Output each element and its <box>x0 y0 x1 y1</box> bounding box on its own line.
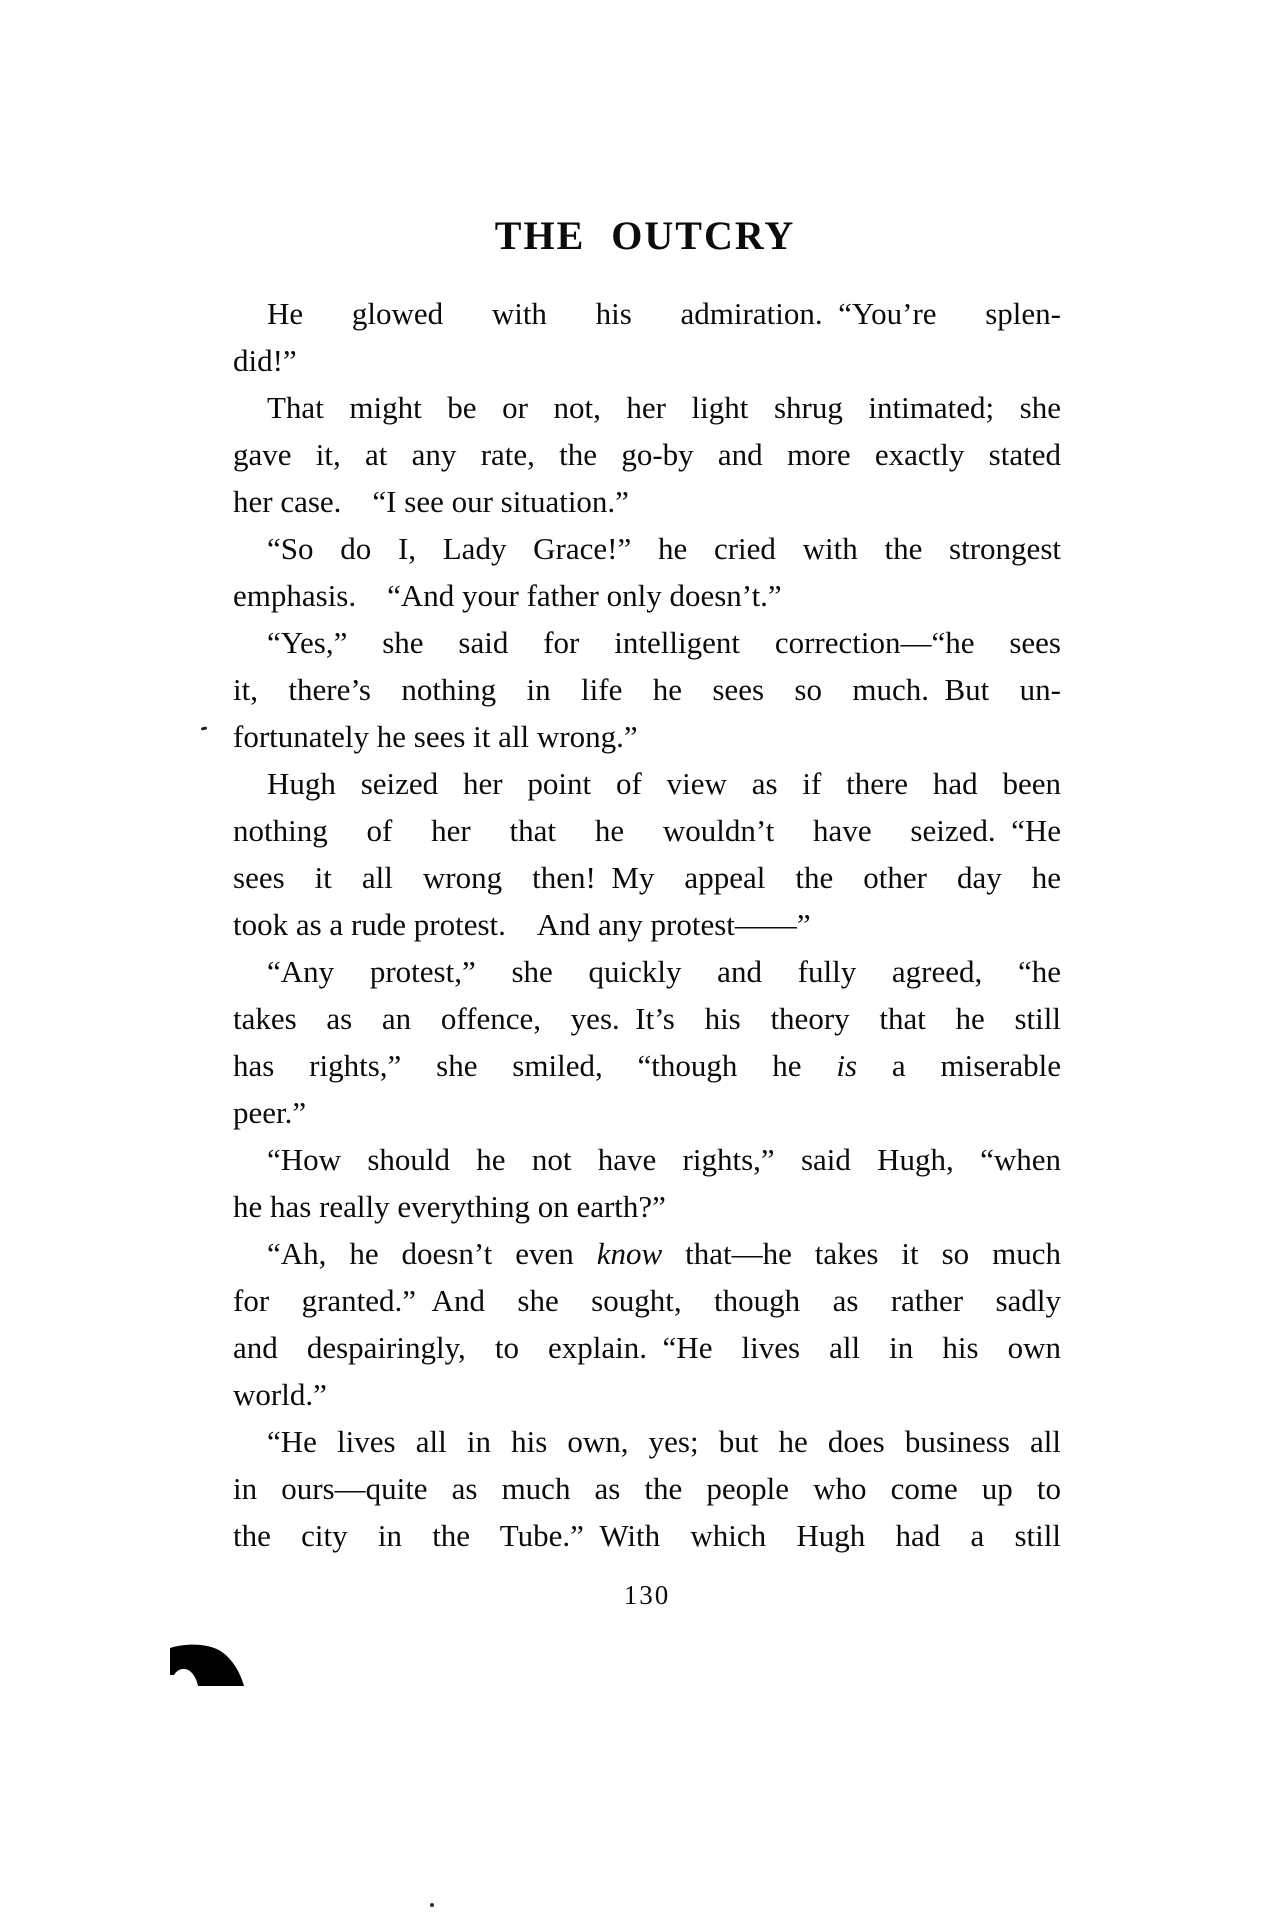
text-line: and despairingly, to explain. “He lives all in his own <box>233 1330 1061 1365</box>
text-line: “How should he not have rights,” said Hugh, “when <box>267 1142 1061 1177</box>
text-line: the city in the Tube.” With which Hugh had a still <box>233 1518 1061 1553</box>
text-line: her case. “I see our situation.” <box>233 484 629 519</box>
text-line: “Ah, he doesn’t even know that—he takes it so much <box>267 1236 1061 1271</box>
text-line: fortunately he sees it all wrong.” <box>233 719 638 754</box>
speck <box>201 726 207 730</box>
text-line: “He lives all in his own, yes; but he does business all <box>267 1424 1061 1459</box>
text-line: world.” <box>233 1377 327 1412</box>
text-line: “Any protest,” she quickly and fully agreed, “he <box>267 954 1061 989</box>
text-line: he has really everything on earth?” <box>233 1189 666 1224</box>
text-line: “So do I, Lady Grace!” he cried with the strongest <box>267 531 1061 566</box>
body-text <box>233 290 1061 1559</box>
text-line: for granted.” And she sought, though as rather sadly <box>233 1283 1061 1318</box>
ink-smudge <box>166 1643 252 1691</box>
page-title: THE OUTCRY <box>494 213 796 258</box>
text-line: Hugh seized her point of view as if there had been <box>267 766 1061 801</box>
text-line: did!” <box>233 343 297 378</box>
text-line: That might be or not, her light shrug intimated; she <box>267 390 1061 425</box>
text-line: gave it, at any rate, the go-by and more exactly stated <box>233 437 1061 472</box>
text-line: it, there’s nothing in life he sees so much. But un- <box>233 672 1061 707</box>
text-line: took as a rude protest. And any protest——” <box>233 907 811 942</box>
text-line: sees it all wrong then! My appeal the other day he <box>233 860 1061 895</box>
text-line: peer.” <box>233 1095 307 1130</box>
text-line: “Yes,” she said for intelligent correction—“he sees <box>267 625 1061 660</box>
text-line: nothing of her that he wouldn’t have seized. “He <box>233 813 1061 848</box>
text-line: in ours—quite as much as the people who come up to <box>233 1471 1061 1506</box>
text-line: emphasis. “And your father only doesn’t.” <box>233 578 782 613</box>
text-line: takes as an offence, yes. It’s his theory that he still <box>233 1001 1061 1036</box>
page-number: 130 <box>623 1580 671 1610</box>
text-line: has rights,” she smiled, “though he is a miserable <box>233 1048 1062 1083</box>
text-line: He glowed with his admiration. “You’re splen- <box>267 296 1061 331</box>
speck <box>430 1903 434 1907</box>
